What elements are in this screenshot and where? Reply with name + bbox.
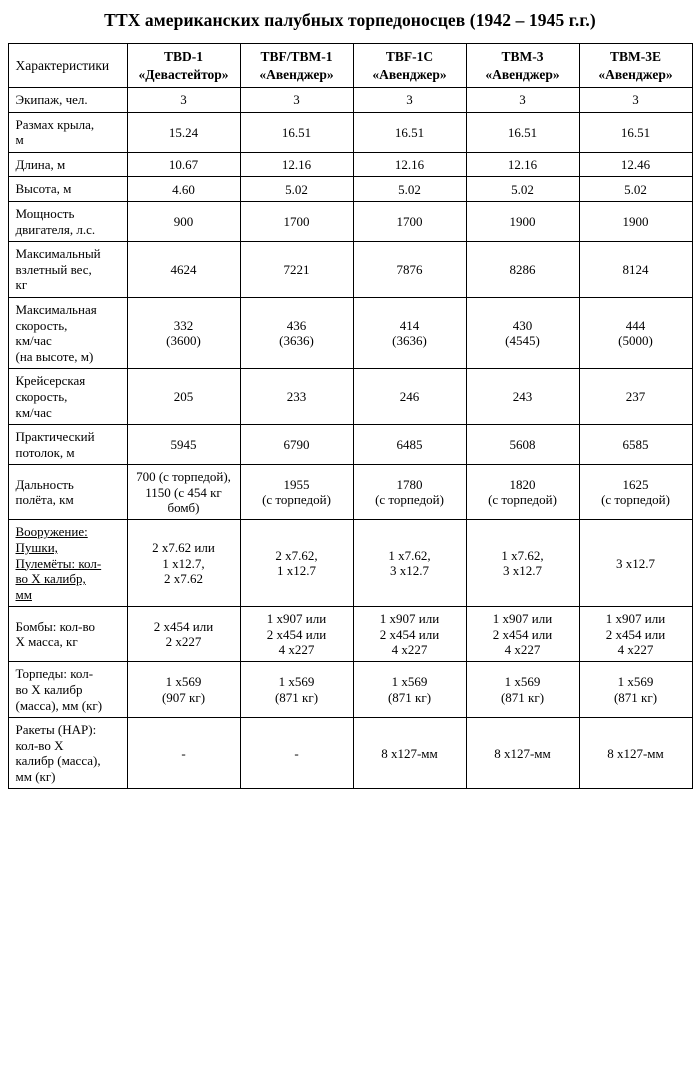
table-row [8, 425, 692, 465]
table-cell-line: 6790 [283, 437, 310, 453]
table-cell-line: (871 кг) [274, 689, 319, 705]
page-title: ТТХ американских палубных торпедоносцев (1942 – 1945 г.г.) [104, 10, 596, 30]
table-row [8, 202, 692, 242]
table-cell-line: 3 [519, 92, 526, 108]
table-cell-line: 1700 [396, 213, 423, 229]
table-cell [466, 425, 579, 465]
table-cell [353, 465, 466, 520]
row-label-line: кол-во Х [15, 737, 64, 753]
table-row [8, 662, 692, 718]
row-label [8, 718, 127, 789]
row-label-line: калибр (масса), [15, 753, 101, 769]
table-cell-line: - [294, 745, 299, 761]
header-characteristics: Характеристики [8, 44, 127, 88]
table-cell-line: 4 х227 [278, 641, 315, 657]
header-column-5 [579, 44, 692, 88]
row-label-line: Ракеты (НАР): [15, 722, 97, 738]
row-label-line: мм [15, 586, 32, 602]
table-cell-line: 12.16 [394, 157, 425, 172]
table-cell-line: 430 [512, 317, 533, 333]
row-label-line: Максимальная [15, 302, 97, 318]
table-cell [127, 465, 240, 520]
table-cell-line: 1 х569 [504, 674, 541, 690]
row-label-line: (масса), мм (кг) [15, 697, 103, 713]
table-cell-line: 16.51 [620, 124, 651, 140]
table-cell-line: 7221 [283, 261, 310, 277]
table-cell [466, 177, 579, 202]
row-label-line: км/час [15, 333, 52, 349]
table-cell-line: 4624 [170, 261, 197, 277]
table-cell [466, 520, 579, 607]
row-label-line: Экипаж, чел. [15, 92, 88, 108]
table-cell [127, 369, 240, 425]
table-cell [240, 177, 353, 202]
table-cell [240, 242, 353, 298]
table-cell-line: 6485 [396, 437, 423, 453]
row-label-line: Мощность [15, 206, 75, 222]
table-cell-line: 1955 [283, 477, 310, 493]
table-cell-line: 700 (с торпедой), [136, 469, 231, 485]
row-label [8, 425, 127, 465]
table-cell-line: 2 х454 или [153, 618, 214, 634]
header-column-1-nickname: «Девастейтор» [138, 66, 229, 82]
table-cell-line: 8 х127-мм [607, 745, 664, 761]
table-row [8, 298, 692, 369]
header-column-2-nickname: «Авенджер» [259, 66, 334, 82]
table-cell [240, 369, 353, 425]
table-cell [353, 369, 466, 425]
row-label [8, 520, 127, 607]
row-label-line: Высота, м [15, 181, 72, 197]
row-label-line: скорость, [15, 317, 68, 333]
header-column-2-name: ТBF/ТВМ-1 [260, 49, 333, 64]
table-cell [353, 520, 466, 607]
header-column-4 [466, 44, 579, 88]
table-cell [579, 465, 692, 520]
table-header-row [8, 44, 692, 88]
table-cell [240, 88, 353, 113]
table-cell [240, 425, 353, 465]
table-cell [127, 298, 240, 369]
table-cell-line: 2 х454 или [492, 626, 553, 642]
header-column-4-nickname: «Авенджер» [485, 66, 560, 82]
table-cell-line: 4 х227 [504, 641, 541, 657]
table-cell-line: 1 х907 или [492, 611, 553, 627]
row-label-line: Бомбы: кол-во [15, 618, 96, 634]
table-cell [127, 177, 240, 202]
table-cell [240, 607, 353, 662]
table-cell-line: 414 [399, 317, 420, 333]
table-cell-line: 1700 [283, 213, 310, 229]
table-cell-line: 4 х227 [391, 641, 428, 657]
table-cell [579, 152, 692, 177]
table-cell [353, 298, 466, 369]
table-cell [579, 662, 692, 718]
table-cell-line: 12.16 [507, 157, 538, 172]
table-cell [466, 607, 579, 662]
table-cell [466, 298, 579, 369]
table-cell [466, 718, 579, 789]
table-cell-line: бомб) [167, 500, 200, 516]
table-cell-line: 1820 [509, 477, 536, 493]
table-cell [579, 112, 692, 152]
table-cell-line: (с торпедой) [488, 492, 557, 508]
table-cell [127, 112, 240, 152]
row-label-line: (на высоте, м) [15, 348, 94, 364]
table-cell [579, 369, 692, 425]
table-row [8, 369, 692, 425]
row-label-line: Пулемёты: кол- [15, 555, 102, 571]
header-column-5-nickname: «Авенджер» [598, 66, 673, 82]
table-cell [127, 425, 240, 465]
table-cell [579, 607, 692, 662]
table-cell-line: (4545) [505, 333, 540, 349]
table-cell [353, 88, 466, 113]
header-column-1 [127, 44, 240, 88]
row-label-line: мм (кг) [15, 768, 56, 784]
table-row [8, 88, 692, 113]
row-label-line: Размах крыла, [15, 116, 95, 132]
table-cell-line: 4 х227 [617, 641, 654, 657]
row-label-line: Длина, м [15, 156, 66, 172]
table-cell-line: 1 х569 [165, 674, 202, 690]
table-cell [579, 520, 692, 607]
table-row [8, 607, 692, 662]
table-row [8, 520, 692, 607]
table-cell-line: 237 [625, 389, 646, 405]
table-cell [240, 465, 353, 520]
table-cell-line: 5608 [509, 437, 536, 453]
table-cell [353, 718, 466, 789]
table-cell-line: 8124 [622, 261, 649, 277]
row-label-line: Максимальный [15, 246, 101, 262]
table-cell-line: (3600) [166, 333, 201, 349]
table-cell-line: 8 х127-мм [381, 745, 438, 761]
table-cell-line: 3 х12.7 [616, 555, 655, 571]
table-cell [240, 718, 353, 789]
row-label-line: км/час [15, 404, 52, 420]
table-cell-line: 205 [173, 389, 194, 405]
table-cell-line: (871 кг) [613, 689, 658, 705]
table-cell [579, 425, 692, 465]
table-cell-line: 8 х127-мм [494, 745, 551, 761]
table-cell-line: 16.51 [281, 124, 312, 140]
table-cell-line: 246 [399, 389, 420, 405]
table-cell-line: 436 [286, 317, 307, 333]
table-cell [353, 112, 466, 152]
table-cell-line: (3636) [279, 333, 314, 349]
table-cell-line: 1 х7.62, [501, 548, 544, 564]
table-cell-line: 5.02 [285, 181, 308, 197]
row-label-line: Дальность [15, 476, 74, 492]
table-cell-line: 12.46 [620, 157, 651, 172]
table-cell-line: 1 х7.62, [388, 548, 431, 564]
table-cell-line: 1150 (с 454 кг [145, 484, 222, 500]
table-cell [127, 152, 240, 177]
header-column-1-name: ТBD-1 [163, 49, 203, 64]
table-cell [127, 242, 240, 298]
table-row [8, 465, 692, 520]
header-column-4-name: ТВМ-3 [501, 49, 544, 64]
table-cell-line: (3636) [392, 333, 427, 349]
row-label [8, 369, 127, 425]
header-column-3 [353, 44, 466, 88]
table-cell [353, 662, 466, 718]
table-cell-line: 2 х7.62, [275, 548, 318, 564]
table-cell-line: (с торпедой) [601, 492, 670, 508]
row-label [8, 112, 127, 152]
table-cell-line: 5.02 [398, 181, 421, 197]
table-cell-line: 5945 [170, 437, 197, 453]
table-cell-line: 3 х12.7 [390, 563, 429, 579]
row-label [8, 465, 127, 520]
table-cell [579, 88, 692, 113]
row-label [8, 152, 127, 177]
row-label [8, 607, 127, 662]
table-cell [466, 242, 579, 298]
table-cell-line: 8286 [509, 261, 536, 277]
table-cell-line: 332 [173, 317, 194, 333]
table-cell-line: 2 х7.62 [164, 571, 203, 586]
table-cell-line: 1 х12.7, [162, 555, 205, 571]
table-cell [579, 718, 692, 789]
table-cell-line: (871 кг) [387, 689, 432, 705]
table-cell-line: 1900 [622, 213, 649, 229]
table-cell-line: (с торпедой) [262, 492, 331, 508]
table-cell [466, 202, 579, 242]
specifications-table [8, 43, 693, 789]
table-cell [127, 662, 240, 718]
table-row [8, 177, 692, 202]
table-cell-line: 15.24 [168, 124, 199, 140]
row-label-line: потолок, м [15, 444, 75, 460]
table-cell [240, 520, 353, 607]
table-cell [353, 607, 466, 662]
table-cell [353, 425, 466, 465]
table-cell-line: 6585 [622, 437, 649, 453]
table-cell-line: 1780 [396, 477, 423, 493]
table-cell-line: 900 [173, 213, 194, 229]
header-column-3-nickname: «Авенджер» [372, 66, 447, 82]
table-cell [240, 202, 353, 242]
table-cell [353, 242, 466, 298]
table-cell-line: 1 х907 или [266, 611, 327, 627]
table-cell-line: (с торпедой) [375, 492, 444, 508]
row-label-line: полёта, км [15, 492, 74, 508]
table-cell-line: 444 [625, 317, 646, 333]
table-cell-line: 233 [286, 389, 307, 405]
table-cell [127, 607, 240, 662]
row-label [8, 242, 127, 298]
row-label-line: двигателя, л.с. [15, 221, 96, 237]
table-cell [466, 369, 579, 425]
row-label-line: Х масса, кг [15, 634, 78, 650]
table-cell-line: 2 х454 или [605, 626, 666, 642]
table-cell [579, 298, 692, 369]
table-cell-line: 3 [293, 92, 300, 108]
table-cell-line: 16.51 [394, 124, 425, 140]
row-label [8, 298, 127, 369]
table-cell [466, 88, 579, 113]
table-cell-line: 1 х907 или [605, 611, 666, 627]
table-cell-line: 3 [180, 92, 187, 108]
row-label-line: во Х калибр, [15, 571, 86, 587]
table-cell [127, 718, 240, 789]
table-cell-line: 12.16 [281, 157, 312, 172]
table-cell-line: (871 кг) [500, 689, 545, 705]
table-cell-line: 16.51 [507, 124, 538, 140]
table-cell-line: 2 х227 [165, 634, 202, 650]
table-cell [579, 242, 692, 298]
row-label [8, 88, 127, 113]
table-cell-line: 2 х454 или [379, 626, 440, 642]
table-cell-line: 1 х569 [278, 674, 315, 690]
table-cell-line: 10.67 [168, 157, 199, 172]
table-cell-line: 3 [406, 92, 413, 108]
table-cell-line: 1 х569 [617, 674, 654, 690]
row-label-line: скорость, [15, 389, 68, 404]
table-cell [353, 202, 466, 242]
row-label-line: Вооружение: [15, 524, 88, 540]
table-cell-line: 1900 [509, 213, 536, 229]
header-column-2 [240, 44, 353, 88]
table-cell [127, 520, 240, 607]
table-cell [127, 88, 240, 113]
table-cell-line: 5.02 [511, 181, 534, 197]
table-cell [466, 152, 579, 177]
table-cell-line: 1 х12.7 [277, 563, 316, 579]
row-label-line: Крейсерская [15, 373, 86, 389]
table-row [8, 242, 692, 298]
table-cell-line: 2 х7.62 или [152, 540, 215, 556]
row-label [8, 662, 127, 718]
table-body [8, 88, 692, 789]
header-column-3-name: ТBF-1C [385, 49, 434, 64]
table-cell-line: 4.60 [172, 181, 195, 197]
row-label-line: взлетный вес, [15, 261, 92, 277]
table-cell [240, 298, 353, 369]
table-cell-line: 3 [632, 92, 639, 108]
table-cell-line: 1 х907 или [379, 611, 440, 627]
table-cell [353, 177, 466, 202]
row-label [8, 202, 127, 242]
table-cell-line: 1625 [622, 477, 649, 493]
table-cell [466, 465, 579, 520]
row-label-line: м [15, 132, 24, 148]
table-cell [353, 152, 466, 177]
table-cell [127, 202, 240, 242]
table-cell [240, 152, 353, 177]
row-label-line: во Х калибр [15, 681, 83, 697]
table-row [8, 112, 692, 152]
table-cell-line: 3 х12.7 [503, 563, 542, 579]
table-row [8, 718, 692, 789]
table-cell [579, 177, 692, 202]
table-cell-line: 7876 [396, 261, 423, 277]
table-cell-line: - [181, 745, 186, 761]
table-cell-line: (907 кг) [161, 689, 206, 705]
table-cell-line: 243 [512, 389, 533, 405]
row-label-line: Пушки, [15, 539, 58, 555]
table-cell [240, 662, 353, 718]
table-cell [240, 112, 353, 152]
header-column-5-name: ТВМ-3Е [609, 49, 661, 64]
table-cell-line: 5.02 [624, 181, 647, 197]
row-label-line: Практический [15, 429, 95, 445]
table-header [8, 44, 692, 88]
table-cell [466, 662, 579, 718]
table-cell [466, 112, 579, 152]
table-cell [579, 202, 692, 242]
table-cell-line: (5000) [618, 333, 653, 349]
table-cell-line: 2 х454 или [266, 626, 327, 642]
table-row [8, 152, 692, 177]
row-label-line: Торпеды: кол- [15, 666, 94, 682]
row-label-line: кг [15, 277, 28, 293]
table-cell-line: 1 х569 [391, 674, 428, 690]
row-label [8, 177, 127, 202]
